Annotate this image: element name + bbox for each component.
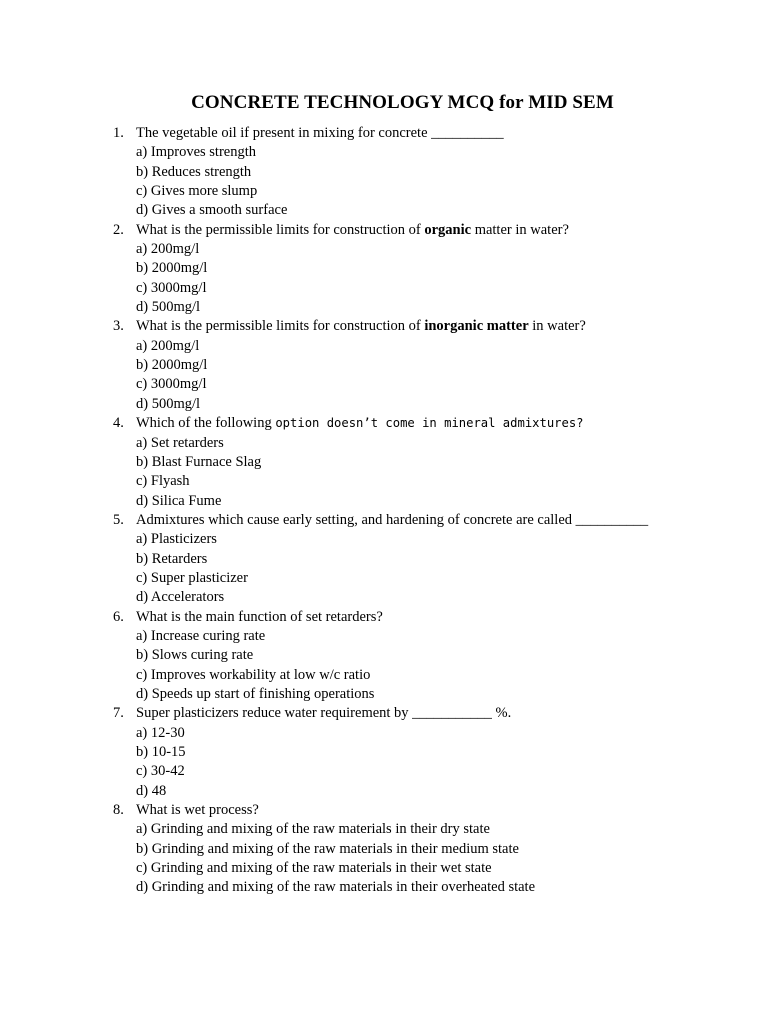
option-list [113, 627, 753, 704]
answer-option: d) Silica Fume [136, 492, 222, 509]
question-emphasis: inorganic matter [424, 318, 529, 335]
question-line [113, 608, 753, 627]
answer-option: c) Gives more slump [136, 183, 258, 200]
question-item [113, 317, 753, 414]
page-title: CONCRETE TECHNOLOGY MCQ for MID SEM [191, 92, 614, 113]
question-list [113, 124, 753, 898]
question-item [113, 124, 753, 221]
question-number: 6. [113, 608, 124, 625]
answer-option: d) 500mg/l [136, 299, 201, 316]
answer-option: d) Grinding and mixing of the raw materials in their overheated state [136, 879, 536, 896]
question-text [136, 511, 648, 530]
question-line [113, 317, 753, 336]
answer-option: b) Reduces strength [136, 163, 252, 180]
option-list [113, 724, 753, 801]
question-text-segment: in water? [528, 318, 586, 335]
answer-option: a) Grinding and mixing of the raw materials in their dry state [136, 821, 490, 838]
answer-option: a) Increase curing rate [136, 627, 266, 644]
question-number: 4. [113, 415, 124, 432]
question-line [113, 221, 753, 240]
question-item [113, 511, 753, 608]
option-list [113, 820, 753, 897]
answer-option: b) Retarders [136, 550, 208, 567]
question-item [113, 608, 753, 705]
answer-option: d) Speeds up start of finishing operations [136, 685, 375, 702]
question-emphasis: organic [424, 221, 472, 238]
answer-option: a) Set retarders [136, 434, 224, 451]
question-line [113, 414, 753, 433]
answer-option: c) 3000mg/l [136, 279, 207, 296]
question-number: 1. [113, 125, 124, 141]
answer-option: c) 30-42 [136, 763, 185, 780]
question-text [136, 317, 586, 336]
question-text [136, 414, 584, 433]
answer-option: d) 500mg/l [136, 395, 201, 412]
question-line [113, 511, 753, 530]
answer-option: d) Gives a smooth surface [136, 202, 288, 219]
question-item [113, 704, 753, 801]
answer-option: c) 3000mg/l [136, 376, 207, 393]
answer-option: c) Flyash [136, 473, 190, 490]
option-list [113, 240, 753, 317]
answer-option: a) Plasticizers [136, 531, 217, 548]
answer-option: d) Accelerators [136, 589, 225, 606]
question-text [136, 124, 504, 143]
question-text-segment: Admixtures which cause early setting, and hardening of concrete are called __________ [136, 511, 649, 528]
question-text-segment: What is the permissible limits for construction of [136, 221, 425, 238]
question-line [113, 124, 753, 143]
question-text-segment: What is the main function of set retarders? [136, 608, 383, 625]
option-list [113, 337, 753, 414]
question-number: 5. [113, 511, 124, 528]
answer-option: b) Blast Furnace Slag [136, 453, 262, 470]
answer-option: a) 200mg/l [136, 337, 200, 354]
question-text-segment: Super plasticizers reduce water requirement by ___________ %. [136, 705, 512, 722]
question-text-segment: What is wet process? [136, 802, 259, 819]
question-text [136, 801, 259, 820]
question-number: 3. [113, 318, 124, 335]
question-text-segment: The vegetable oil if present in mixing for concrete __________ [136, 125, 504, 141]
question-line [113, 704, 753, 723]
answer-option: b) 2000mg/l [136, 357, 208, 374]
question-item [113, 414, 753, 511]
option-list [113, 434, 753, 511]
answer-option: a) 200mg/l [136, 241, 200, 258]
answer-option: a) 12-30 [136, 724, 185, 741]
question-text-segment: option doesn’t come in mineral admixtures? [275, 416, 584, 431]
answer-option: b) Grinding and mixing of the raw materials in their medium state [136, 840, 519, 857]
question-text-segment: Which of the following [136, 415, 276, 432]
answer-option: d) 48 [136, 782, 167, 799]
answer-option: c) Improves workability at low w/c ratio [136, 666, 371, 683]
answer-option: a) Improves strength [136, 144, 256, 161]
question-text [136, 221, 569, 240]
option-list [113, 143, 753, 220]
answer-option: b) 2000mg/l [136, 260, 208, 277]
answer-option: c) Grinding and mixing of the raw materials in their wet state [136, 860, 492, 877]
question-line [113, 801, 753, 820]
question-text-segment: matter in water? [471, 221, 569, 238]
question-item [113, 801, 753, 898]
question-text [136, 608, 383, 627]
question-text-segment: What is the permissible limits for construction of [136, 318, 425, 335]
question-number: 7. [113, 705, 124, 722]
question-item [113, 221, 753, 318]
question-number: 2. [113, 221, 124, 238]
answer-option: b) Slows curing rate [136, 647, 254, 664]
answer-option: b) 10-15 [136, 744, 186, 760]
option-list [113, 530, 753, 607]
answer-option: c) Super plasticizer [136, 569, 248, 586]
question-text [136, 704, 511, 723]
question-number: 8. [113, 802, 124, 819]
